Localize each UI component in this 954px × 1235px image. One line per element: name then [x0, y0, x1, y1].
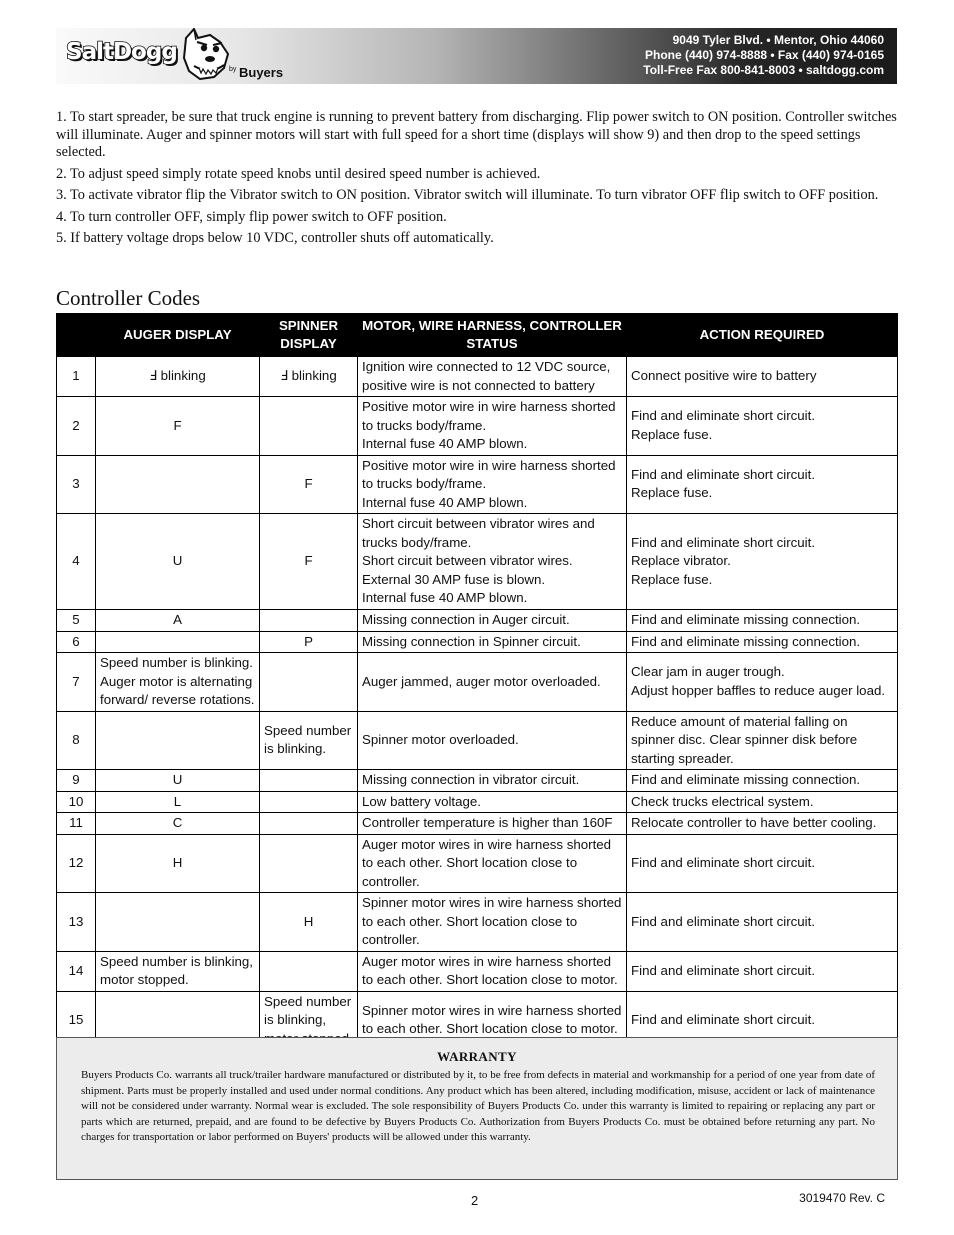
warranty-title: WARRANTY [437, 1049, 517, 1064]
auger-display-cell [96, 455, 260, 514]
auger-display-cell [96, 711, 260, 770]
action-cell: Find and eliminate missing connection. [627, 770, 898, 792]
spinner-display-cell: P [260, 631, 358, 653]
table-row [57, 455, 898, 514]
status-cell: Positive motor wire in wire harness shorted to trucks body/frame. Internal fuse 40 AMP blown. [358, 455, 627, 514]
warranty-box [56, 1037, 898, 1180]
spinner-display-cell: Ⅎ blinking [260, 357, 358, 397]
dog-mascot-icon [180, 28, 236, 80]
spinner-display-cell: F [260, 514, 358, 610]
instruction-item: 4. To turn controller OFF, simply flip power switch to OFF position. [56, 208, 447, 225]
spinner-display-cell: F [260, 455, 358, 514]
status-cell: Positive motor wire in wire harness shorted to trucks body/frame. Internal fuse 40 AMP blown. [358, 397, 627, 456]
auger-display-cell: Speed number is blinking, motor stopped. [96, 951, 260, 991]
warranty-text: Buyers Products Co. warrants all truck/trailer hardware manufactured or distributed by it, to be free from defects in material and workmanship for a period of one year from date of shipment. Parts must be properly installed and used under normal conditions. Any product which has been altered, including modification, misuse, accident or lack of maintenance will not be considered under warranty. Normal wear is excluded. The sole responsibility of Buyers Products Co. under this warranty is limited to repairing or replacing any part or parts which are returned, prepaid, and are found to be defective by Buyers Products Co. Authorization from Buyers Products Co. must be obtained before returning any part. No charges for transportation or labor performed on Buyers' products will be allowed under this warranty. [81, 1069, 875, 1144]
code-cell: 5 [57, 610, 96, 632]
status-cell: Spinner motor overloaded. [358, 711, 627, 770]
table-row [57, 951, 898, 991]
status-cell: Spinner motor wires in wire harness shorted to each other. Short location close to motor. [358, 991, 627, 1050]
spinner-display-cell [260, 834, 358, 893]
table-row [57, 653, 898, 712]
code-cell: 14 [57, 951, 96, 991]
spinner-display-cell: Speed number is blinking, [260, 991, 358, 1050]
code-cell: 9 [57, 770, 96, 792]
action-cell: Find and eliminate short circuit. Replace fuse. [627, 455, 898, 514]
action-cell: Find and eliminate short circuit. [627, 893, 898, 952]
code-cell: 8 [57, 711, 96, 770]
status-cell: Short circuit between vibrator wires and trucks body/frame. Short circuit between vibrator wires. External 30 AMP fuse is blown. Internal fuse 40 AMP blown. [358, 514, 627, 610]
auger-display-cell: F [96, 397, 260, 456]
table-row [57, 610, 898, 632]
table-row [57, 631, 898, 653]
auger-display-cell: L [96, 791, 260, 813]
action-cell: Find and eliminate short circuit. Replace vibrator. Replace fuse. [627, 514, 898, 610]
action-cell: Connect positive wire to battery [627, 357, 898, 397]
spinner-display-cell [260, 951, 358, 991]
document-number: 3019470 Rev. C [799, 1191, 885, 1205]
spinner-display-cell [260, 791, 358, 813]
address-line: 9049 Tyler Blvd. • Mentor, Ohio 44060 [672, 33, 884, 47]
status-cell: Missing connection in Auger circuit. [358, 610, 627, 632]
auger-display-cell: A [96, 610, 260, 632]
tollfree-line: Toll-Free Fax 800-841-8003 • saltdogg.com [643, 63, 884, 77]
action-cell: Find and eliminate short circuit. [627, 951, 898, 991]
spinner-display-cell [260, 813, 358, 835]
saltdogg-logo: SaltDogg [66, 39, 177, 65]
action-cell: Find and eliminate missing connection. [627, 610, 898, 632]
header-spinner-display: SPINNER DISPLAY [260, 314, 358, 357]
action-cell: Relocate controller to have better cooling. [627, 813, 898, 835]
header-action: ACTION REQUIRED [627, 314, 898, 357]
auger-display-cell [96, 893, 260, 952]
status-cell: Auger jammed, auger motor overloaded. [358, 653, 627, 712]
table-row [57, 397, 898, 456]
phone-line: Phone (440) 974-8888 • Fax (440) 974-0165 [644, 48, 884, 62]
auger-display-cell: U [96, 770, 260, 792]
auger-display-cell: Speed number is blinking. Auger motor is alternating forward/ reverse rotations. [96, 653, 260, 712]
instructions-list [56, 109, 898, 252]
spinner-display-cell [260, 397, 358, 456]
action-cell: Find and eliminate missing connection. [627, 631, 898, 653]
header-code [57, 314, 96, 357]
table-row [57, 834, 898, 893]
status-cell: Missing connection in vibrator circuit. [358, 770, 627, 792]
auger-display-cell [96, 631, 260, 653]
table-row [57, 893, 898, 952]
spinner-display-cell [260, 610, 358, 632]
code-cell: 3 [57, 455, 96, 514]
header-status: MOTOR, WIRE HARNESS, CONTROLLER STATUS [358, 314, 627, 357]
code-cell: 11 [57, 813, 96, 835]
action-cell: Reduce amount of material falling on spinner disc. Clear spinner disk before starting spreader. [627, 711, 898, 770]
spinner-display-cell: H [260, 893, 358, 952]
code-cell: 4 [57, 514, 96, 610]
table-row [57, 770, 898, 792]
table-header-row [57, 314, 898, 357]
auger-display-cell: Ⅎ blinking [96, 357, 260, 397]
instruction-item: 2. To adjust speed simply rotate speed knobs until desired speed number is achieved. [56, 165, 541, 182]
code-cell: 13 [57, 893, 96, 952]
code-cell: 10 [57, 791, 96, 813]
instruction-item: 3. To activate vibrator flip the Vibrator switch to ON position. Vibrator switch will illuminate. To turn vibrator OFF flip switch to OFF position. [56, 187, 879, 203]
status-cell: Auger motor wires in wire harness shorted to each other. Short location close to motor. [358, 951, 627, 991]
instruction-item: 1. To start spreader, be sure that truck engine is running to prevent battery from discharging. Flip power switch to ON position. Controller switches will illuminate. Auger and spinner motors will start with full speed for a short time (displays will show 9) and then drop to the speed settings selected. [56, 109, 897, 160]
spinner-display-cell [260, 770, 358, 792]
table-row [57, 791, 898, 813]
buyers-brand: Buyers [239, 65, 284, 80]
table-row [57, 514, 898, 610]
status-cell: Missing connection in Spinner circuit. [358, 631, 627, 653]
logo-by-text: by [229, 66, 237, 73]
header-banner [56, 28, 897, 84]
spinner-display-cell [260, 653, 358, 712]
code-cell: 7 [57, 653, 96, 712]
action-cell: Find and eliminate short circuit. [627, 834, 898, 893]
status-cell: Controller temperature is higher than 160F [358, 813, 627, 835]
auger-display-cell: C [96, 813, 260, 835]
action-cell: Find and eliminate short circuit. Replace fuse. [627, 397, 898, 456]
action-cell: Clear jam in auger trough. Adjust hopper baffles to reduce auger load. [627, 653, 898, 712]
action-cell: Check trucks electrical system. [627, 791, 898, 813]
instruction-item: 5. If battery voltage drops below 10 VDC, controller shuts off automatically. [56, 230, 494, 246]
status-cell: Auger motor wires in wire harness shorted to each other. Short location close to controller. [358, 834, 627, 893]
status-cell: Ignition wire connected to 12 VDC source, positive wire is not connected to battery [358, 357, 627, 397]
status-cell: Spinner motor wires in wire harness shorted to each other. Short location close to controller. [358, 893, 627, 952]
code-cell: 2 [57, 397, 96, 456]
table-row [57, 711, 898, 770]
status-cell: Low battery voltage. [358, 791, 627, 813]
table-row [57, 813, 898, 835]
page-number: 2 [471, 1193, 479, 1208]
table-row [57, 357, 898, 397]
section-title: Controller Codes [56, 286, 201, 310]
auger-display-cell: H [96, 834, 260, 893]
spinner-display-cell: Speed number is blinking. [260, 711, 358, 770]
company-address [643, 33, 884, 78]
code-cell: 6 [57, 631, 96, 653]
auger-display-cell: U [96, 514, 260, 610]
controller-codes-table [56, 313, 898, 1050]
code-cell: 1 [57, 357, 96, 397]
header-auger-display: AUGER DISPLAY [96, 314, 260, 357]
code-cell: 15 [57, 991, 96, 1050]
action-cell: Find and eliminate short circuit. [627, 991, 898, 1050]
code-cell: 12 [57, 834, 96, 893]
